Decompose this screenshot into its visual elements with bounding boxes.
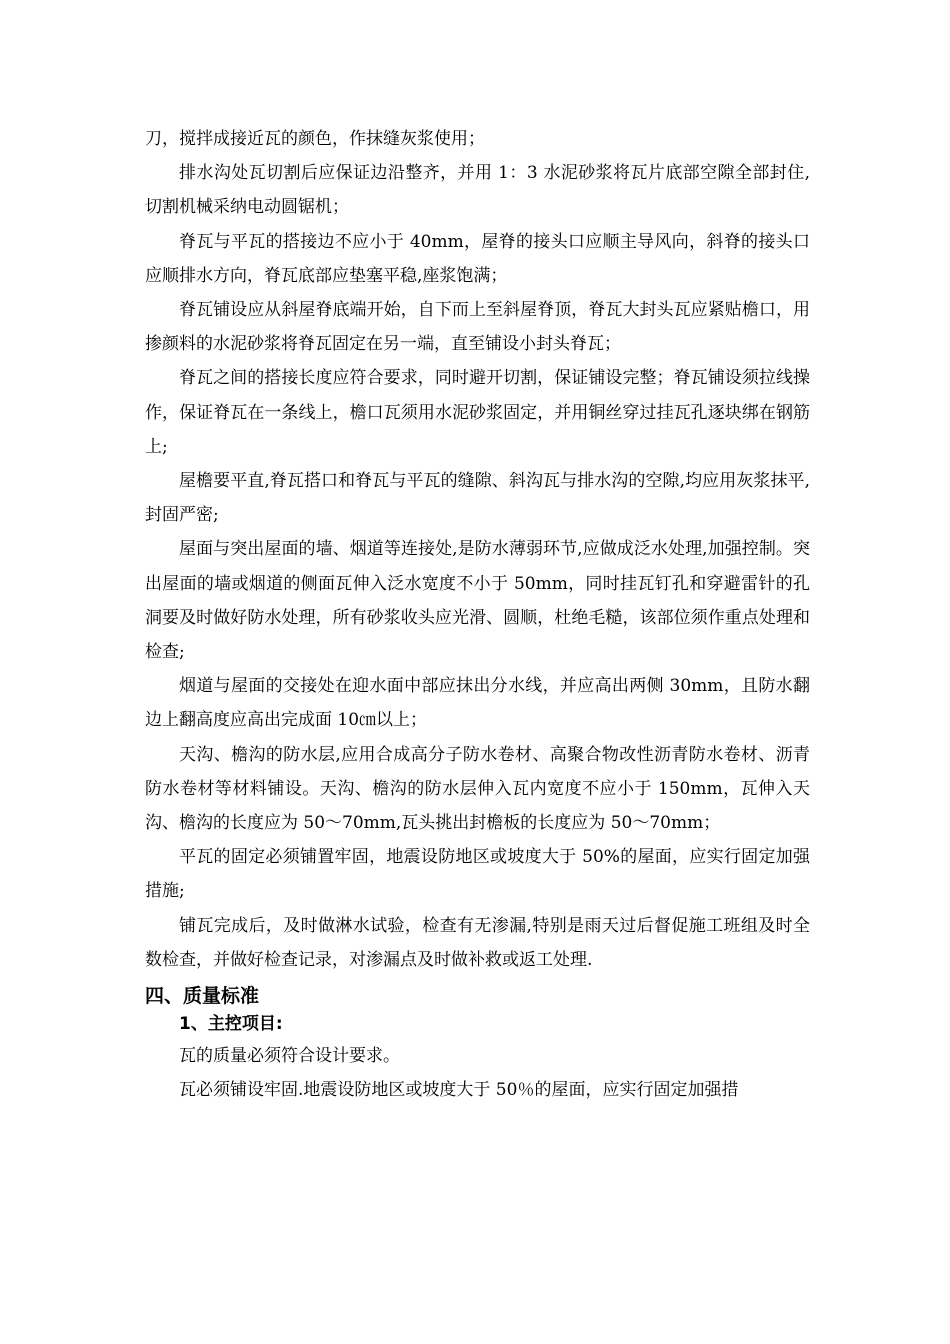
section-heading-quality-standard: 四、质量标准 bbox=[145, 985, 260, 1008]
paragraph-eaves-sealing: 屋檐要平直,脊瓦搭口和脊瓦与平瓦的缝隙、斜沟瓦与排水沟的空隙,均应用灰浆抹平,封固严密; bbox=[145, 471, 810, 526]
paragraph-tile-fixing: 平瓦的固定必须铺置牢固，地震设防地区或坡度大于 50%的屋面，应实行固定加强措施; bbox=[145, 847, 810, 902]
paragraph-drain-tile-cutting: 排水沟处瓦切割后应保证边沿整齐，并用 1：3 水泥砂浆将瓦片底部空隙全部封住,切割机械采纳电动圆锯机； bbox=[145, 163, 810, 218]
paragraph-water-test: 铺瓦完成后，及时做淋水试验，检查有无渗漏,特别是雨天过后督促施工班组及时全数检查，并做好检查记录，对渗漏点及时做补救或返工处理. bbox=[145, 915, 810, 970]
paragraph-ridge-laying-order: 脊瓦铺设应从斜屋脊底端开始，自下而上至斜屋脊顶，脊瓦大封头瓦应紧贴檐口，用掺颜料的水泥砂浆将脊瓦固定在另一端，直至铺设小封头脊瓦； bbox=[145, 300, 810, 355]
paragraph-continuation: 刀，搅拌成接近瓦的颜色，作抹缝灰浆使用； bbox=[145, 129, 485, 149]
subsection-heading-main-control: 1、主控项目: bbox=[179, 1014, 283, 1035]
paragraph-tile-secure: 瓦必须铺设牢固.地震设防地区或坡度大于 50％的屋面，应实行固定加强措 bbox=[179, 1080, 739, 1101]
paragraph-tile-quality: 瓦的质量必须符合设计要求。 bbox=[179, 1046, 400, 1067]
paragraph-ridge-overlap: 脊瓦与平瓦的搭接边不应小于 40mm，屋脊的接头口应顺主导风向，斜脊的接头口应顺排水方向，脊瓦底部应垫塞平稳,座浆饱满； bbox=[145, 231, 810, 286]
paragraph-ridge-overlap-length: 脊瓦之间的搭接长度应符合要求，同时避开切割，保证铺设完整；脊瓦铺设须拉线操作，保证脊瓦在一条线上，檐口瓦须用水泥砂浆固定，并用铜丝穿过挂瓦孔逐块绑在钢筋上; bbox=[145, 368, 810, 457]
paragraph-flashing: 屋面与突出屋面的墙、烟道等连接处,是防水薄弱环节,应做成泛水处理,加强控制。突出屋面的墙或烟道的侧面瓦伸入泛水宽度不小于 50mm，同时挂瓦钉孔和穿避雷针的孔洞要及时做好防水处理，所有砂浆收头应光滑、圆顺，杜绝毛糙，该部位须作重点处理和检查; bbox=[145, 539, 810, 663]
document-body bbox=[145, 122, 810, 1107]
paragraph-chimney-junction: 烟道与屋面的交接处在迎水面中部应抹出分水线，并应高出两侧 30mm，且防水翻边上翻高度应高出完成面 10㎝以上； bbox=[145, 676, 810, 731]
paragraph-gutter-waterproofing: 天沟、檐沟的防水层,应用合成高分子防水卷材、高聚合物改性沥青防水卷材、沥青防水卷材等材料铺设。天沟、檐沟的防水层伸入瓦内宽度不应小于 150mm，瓦伸入天沟、檐沟的长度应为 50～70mm,瓦头挑出封檐板的长度应为 50～70mm； bbox=[145, 744, 810, 834]
